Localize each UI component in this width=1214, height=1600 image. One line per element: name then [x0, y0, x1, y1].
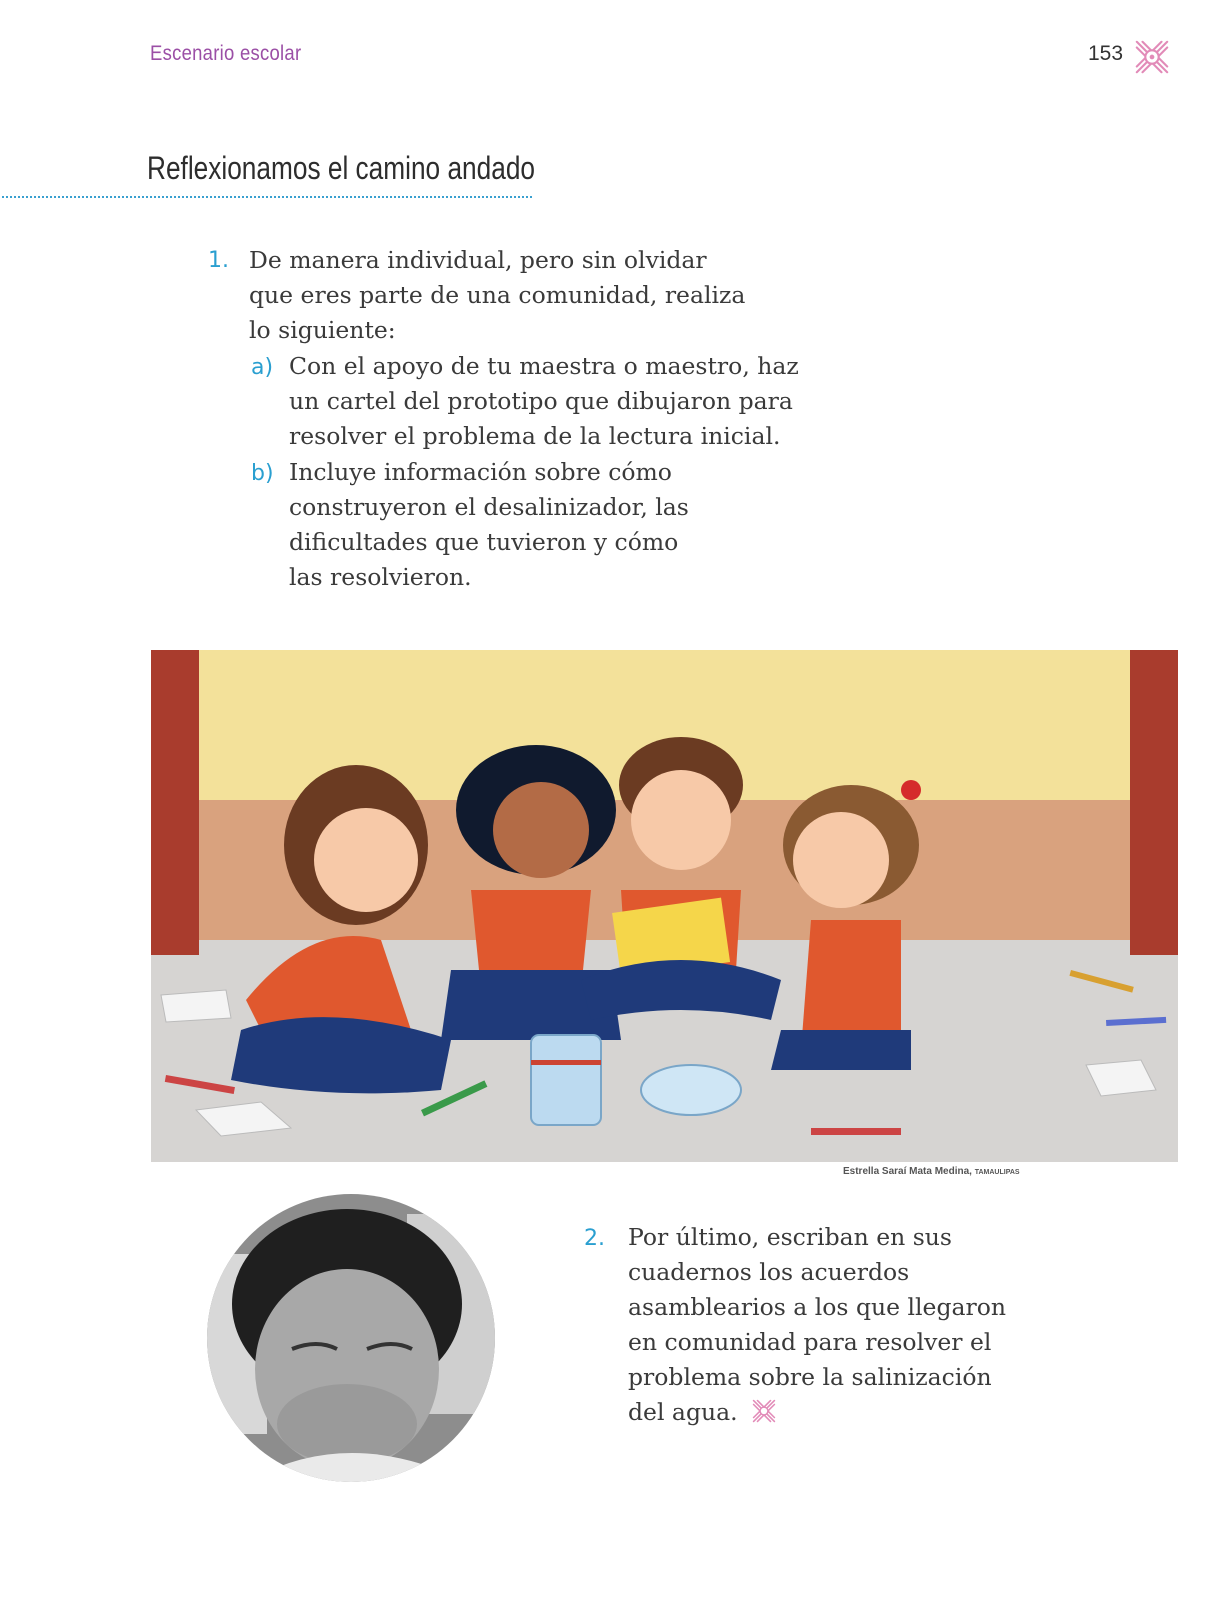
item-b-line: construyeron el desalinizador, las: [289, 493, 689, 521]
illustration-credit: [843, 1166, 1020, 1177]
page-number: 153: [1088, 42, 1124, 65]
ornament-icon: [1133, 38, 1171, 76]
title-dotted-rule: [2, 196, 532, 198]
activity-2-line: Por último, escriban en sus: [628, 1223, 952, 1251]
activity-2-line: problema sobre la salinización: [628, 1363, 992, 1391]
running-header-section: Escenario escolar: [150, 42, 302, 65]
item-a-line: resolver el problema de la lectura inicial.: [289, 422, 781, 450]
activity-2-last-line: [628, 1398, 777, 1426]
item-b-line: las resolvieron.: [289, 563, 472, 591]
item-a-line: un cartel del prototipo que dibujaron para: [289, 387, 793, 415]
student-photo: [207, 1194, 495, 1482]
section-title: Reflexionamos el camino andado: [147, 150, 536, 186]
activity-2-line: del agua.: [628, 1398, 738, 1426]
activity-1-line: que eres parte de una comunidad, realiza: [249, 281, 746, 309]
activity-2-line: cuadernos los acuerdos: [628, 1258, 910, 1286]
illustrator-name: Estrella Saraí Mata Medina,: [843, 1166, 972, 1177]
activity-2-line: asamblearios a los que llegaron: [628, 1293, 1007, 1321]
item-b-line: dificultades que tuvieron y cómo: [289, 528, 679, 556]
item-a-line: Con el apoyo de tu maestra o maestro, haz: [289, 352, 799, 380]
activity-2-line: en comunidad para resolver el: [628, 1328, 992, 1356]
activity-2-number: 2.: [584, 1226, 605, 1251]
activity-1-line: lo siguiente:: [249, 316, 396, 344]
illustrator-place: TAMAULIPAS: [974, 1169, 1020, 1176]
item-b-line: Incluye información sobre cómo: [289, 458, 672, 486]
activity-1-line: De manera individual, pero sin olvidar: [249, 246, 707, 274]
item-b-letter: b): [251, 461, 274, 486]
activity-1-number: 1.: [208, 248, 229, 273]
children-desalinator-illustration: [151, 650, 1178, 1162]
end-ornament-icon: [751, 1398, 777, 1424]
item-a-letter: a): [251, 355, 274, 380]
